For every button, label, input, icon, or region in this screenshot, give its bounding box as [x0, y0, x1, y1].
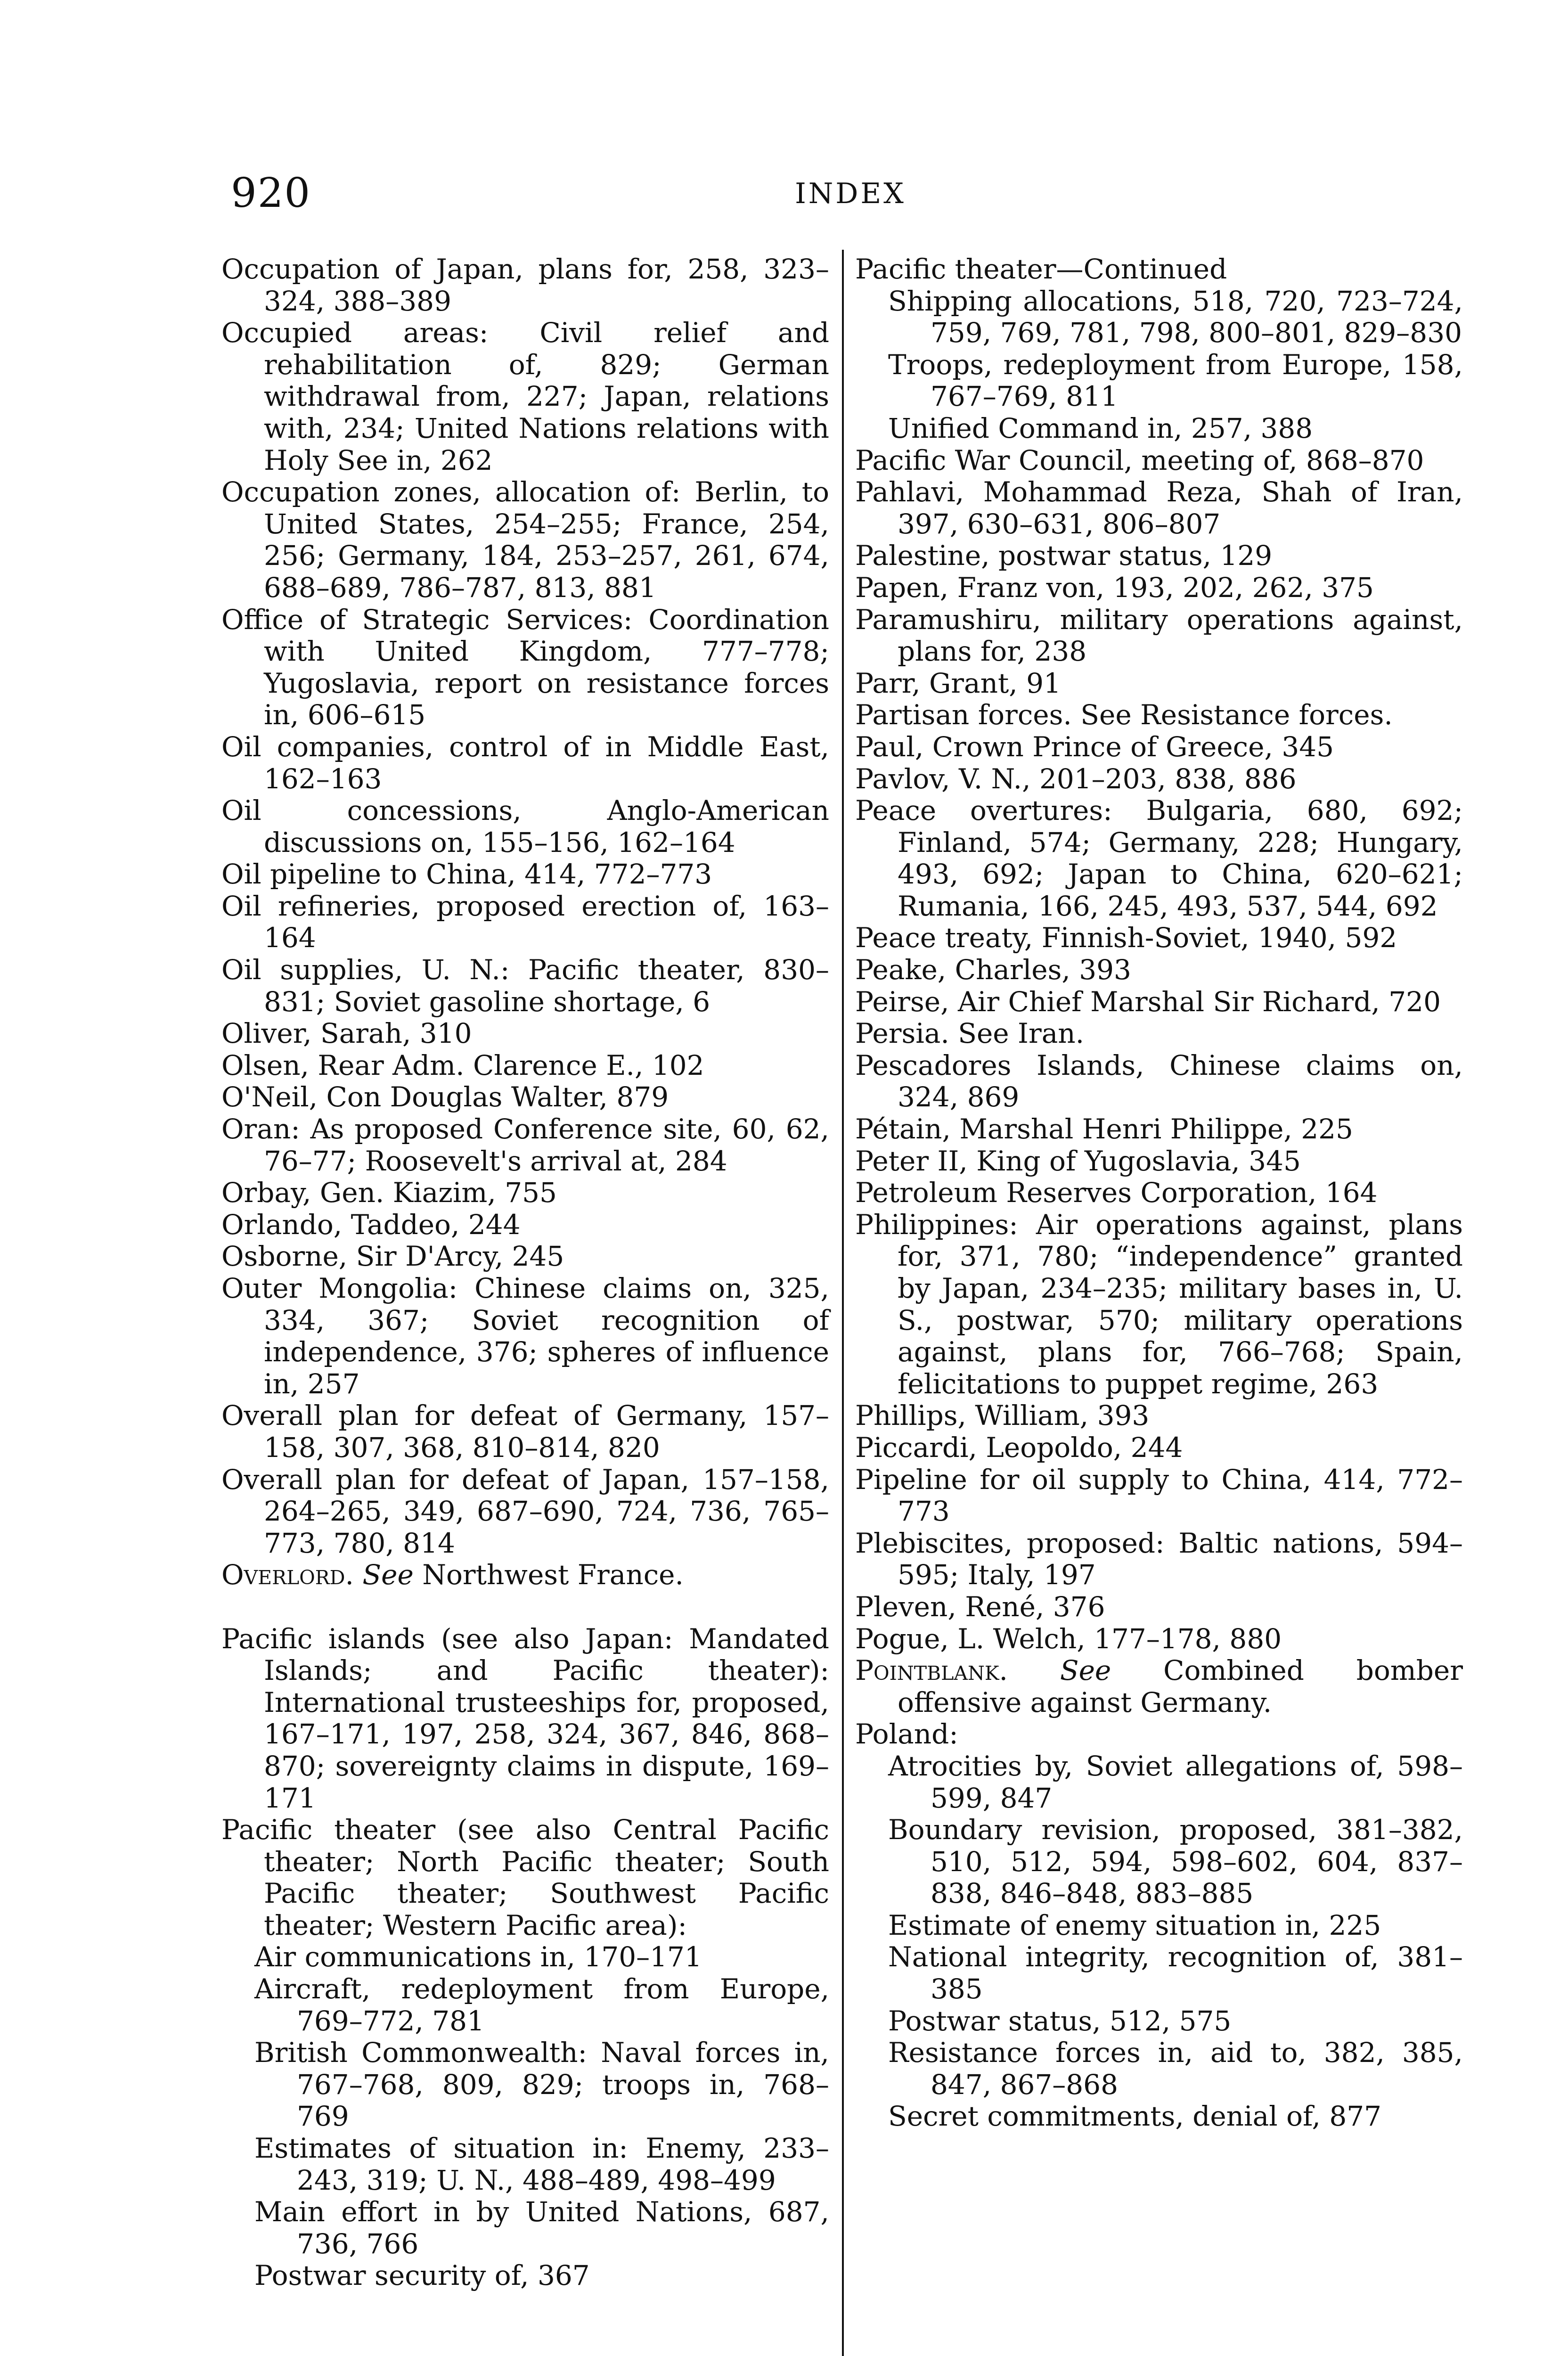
index-entry — [855, 954, 1463, 986]
entry-text: Secret commitments, denial of, 877 — [888, 2100, 1382, 2133]
index-entry — [221, 859, 829, 891]
entry-text: Persia. See Iran. — [855, 1017, 1085, 1050]
entry-text: Peirse, Air Chief Marshal Sir Richard, 720 — [855, 985, 1441, 1018]
see-reference: See — [362, 1559, 414, 1591]
entry-text: Main effort in by United Nations, 687, 736, 766 — [254, 2196, 829, 2260]
index-subentry — [855, 2037, 1463, 2101]
entry-text: Shipping allocations, 518, 720, 723–724, 759, 769, 781, 798, 800–801, 829–830 — [888, 285, 1463, 349]
index-entry — [855, 1400, 1463, 1432]
entry-text: Northwest France. — [422, 1559, 684, 1591]
entry-text: Pavlov, V. N., 201–203, 838, 886 — [855, 762, 1297, 795]
index-entry — [855, 795, 1463, 922]
entry-text: Orbay, Gen. Kiazim, 755 — [221, 1177, 557, 1209]
index-entry — [855, 540, 1463, 572]
index-subentry — [221, 2260, 829, 2292]
entry-text: Peace overtures: Bulgaria, 680, 692; Finland, 574; Germany, 228; Hungary, 493, 692; Japan to China, 620–621; Rumania, 166, 245, 493, 537, 544, 692 — [855, 794, 1463, 922]
index-entry — [855, 1050, 1463, 1113]
entry-text: Oliver, Sarah, 310 — [221, 1017, 472, 1050]
entry-text: Estimates of situation in: Enemy, 233–243, 319; U. N., 488–489, 498–499 — [254, 2132, 829, 2196]
index-entry — [855, 1209, 1463, 1400]
entry-text: Oil supplies, U. N.: Pacific theater, 830–831; Soviet gasoline shortage, 6 — [221, 954, 829, 1018]
entry-text: Partisan forces. See Resistance forces. — [855, 699, 1393, 731]
see-reference: See — [1060, 1654, 1111, 1687]
entry-text: Parr, Grant, 91 — [855, 667, 1061, 699]
index-entry — [221, 1400, 829, 1464]
index-entry — [221, 1018, 829, 1050]
page-header — [231, 170, 1470, 221]
entry-text: Pahlavi, Mohammad Reza, Shah of Iran, 397, 630–631, 806–807 — [855, 476, 1463, 540]
index-entry — [855, 1623, 1463, 1655]
entry-text: Pleven, René, 376 — [855, 1590, 1105, 1623]
entry-text: Air communications in, 170–171 — [254, 1941, 702, 1973]
index-subentry — [221, 1941, 829, 1973]
entry-text: Peake, Charles, 393 — [855, 954, 1131, 986]
index-subentry — [221, 1973, 829, 2037]
index-entry — [855, 1177, 1463, 1209]
entry-text: Atrocities by, Soviet allegations of, 598–599, 847 — [888, 1750, 1463, 1814]
entry-text: Pacific War Council, meeting of, 868–870 — [855, 444, 1424, 476]
index-entry — [221, 1081, 829, 1113]
index-entry — [855, 699, 1463, 731]
index-entry — [855, 1528, 1463, 1591]
entry-text: Osborne, Sir D'Arcy, 245 — [221, 1240, 564, 1273]
index-subentry — [221, 2037, 829, 2133]
index-entry — [221, 891, 829, 954]
index-entry — [855, 1464, 1463, 1528]
entry-heading: Pointblank. — [855, 1654, 1008, 1687]
entry-text: National integrity, recognition of, 381–385 — [888, 1941, 1463, 2005]
index-entry — [221, 1623, 829, 1815]
index-entry — [221, 476, 829, 604]
column-divider — [842, 250, 844, 2356]
index-subentry — [855, 1910, 1463, 1942]
index-subentry — [855, 349, 1463, 413]
index-entry — [855, 986, 1463, 1018]
entry-text: Pacific islands (see also Japan: Mandated Islands; and Pacific theater): International trusteeships for, proposed, 167–171, 197, 258, 324, 367, 846, 868–870; sovereignty claims in dispute, 169–171 — [221, 1622, 829, 1814]
index-subentry — [221, 2196, 829, 2260]
index-entry — [221, 1241, 829, 1273]
index-entry — [221, 1209, 829, 1241]
index-entry — [855, 1591, 1463, 1623]
entry-text: Paul, Crown Prince of Greece, 345 — [855, 730, 1334, 763]
index-entry — [855, 1145, 1463, 1178]
index-entry — [221, 1050, 829, 1082]
index-entry — [855, 572, 1463, 604]
entry-text: Oil pipeline to China, 414, 772–773 — [221, 858, 712, 891]
entry-heading: Overlord. — [221, 1559, 354, 1591]
page-number: 920 — [231, 170, 311, 217]
entry-text: Piccardi, Leopoldo, 244 — [855, 1431, 1183, 1464]
index-entry — [221, 954, 829, 1018]
running-head: INDEX — [795, 177, 906, 210]
left-column — [221, 254, 829, 2292]
entry-text: Resistance forces in, aid to, 382, 385, 847, 867–868 — [888, 2037, 1463, 2101]
index-entry — [855, 1718, 1463, 1751]
entry-text: Outer Mongolia: Chinese claims on, 325, 334, 367; Soviet recognition of independence, 376; spheres of influence in, 257 — [221, 1272, 829, 1400]
entry-text: Boundary revision, proposed, 381–382, 510, 512, 594, 598–602, 604, 837–838, 846–848, 883–885 — [888, 1814, 1463, 1910]
index-entry — [855, 254, 1463, 286]
index-entry — [855, 922, 1463, 954]
index-entry — [221, 1113, 829, 1177]
entry-text: Petroleum Reserves Corporation, 164 — [855, 1177, 1378, 1209]
entry-text: Combined bomber offensive against Germany. — [898, 1654, 1463, 1718]
entry-text: Pogue, L. Welch, 177–178, 880 — [855, 1622, 1282, 1655]
index-entry — [221, 604, 829, 731]
index-entry — [221, 1814, 829, 1941]
entry-text: Oil concessions, Anglo-American discussions on, 155–156, 162–164 — [221, 794, 829, 859]
index-entry — [221, 1464, 829, 1560]
entry-text: Papen, Franz von, 193, 202, 262, 375 — [855, 571, 1374, 604]
index-entry — [855, 731, 1463, 763]
entry-text: Troops, redeployment from Europe, 158, 767–769, 811 — [888, 348, 1463, 413]
entry-text: Peter II, King of Yugoslavia, 345 — [855, 1145, 1301, 1177]
entry-text: Pétain, Marshal Henri Philippe, 225 — [855, 1113, 1353, 1145]
index-subentry — [855, 1814, 1463, 1910]
entry-text: Aircraft, redeployment from Europe, 769–772, 781 — [254, 1973, 829, 2037]
index-entry — [221, 254, 829, 317]
entry-text: Pacific theater (see also Central Pacific theater; North Pacific theater; South Pacific theater; Southwest Pacific theater; Western Pacific area): — [221, 1814, 829, 1941]
entry-text: Pipeline for oil supply to China, 414, 772–773 — [855, 1463, 1463, 1528]
entry-text: Plebiscites, proposed: Baltic nations, 594–595; Italy, 197 — [855, 1527, 1463, 1591]
index-entry — [855, 1018, 1463, 1050]
entry-text: British Commonwealth: Naval forces in, 767–768, 809, 829; troops in, 768–769 — [254, 2037, 829, 2133]
index-entry — [855, 1113, 1463, 1145]
entry-text: Peace treaty, Finnish-Soviet, 1940, 592 — [855, 922, 1397, 954]
entry-text: Orlando, Taddeo, 244 — [221, 1208, 521, 1241]
entry-text: Paramushiru, military operations against, plans for, 238 — [855, 603, 1463, 668]
entry-text: Olsen, Rear Adm. Clarence E., 102 — [221, 1049, 704, 1081]
index-subentry — [855, 1941, 1463, 2005]
index-subentry — [855, 413, 1463, 445]
entry-text: Palestine, postwar status, 129 — [855, 540, 1273, 572]
entry-text: Oil companies, control of in Middle East, 162–163 — [221, 730, 829, 795]
entry-text: Unified Command in, 257, 388 — [888, 412, 1313, 444]
entry-text: O'Neil, Con Douglas Walter, 879 — [221, 1081, 669, 1113]
index-entry — [855, 1655, 1463, 1718]
entry-text: Postwar security of, 367 — [254, 2259, 590, 2292]
index-entry — [855, 604, 1463, 668]
index-entry — [855, 476, 1463, 540]
entry-text: Occupation zones, allocation of: Berlin, to United States, 254–255; France, 254, 256; Germany, 184, 253–257, 261, 674, 688–689, 786–787, 813, 881 — [221, 476, 829, 604]
index-entry — [855, 668, 1463, 700]
entry-text: Poland: — [855, 1718, 958, 1751]
index-entry — [221, 1177, 829, 1209]
index-subentry — [855, 286, 1463, 349]
index-subentry — [855, 1751, 1463, 1814]
index-entry — [855, 1432, 1463, 1464]
entry-text: Phillips, William, 393 — [855, 1399, 1150, 1432]
index-entry — [221, 731, 829, 795]
index-subentry — [855, 2005, 1463, 2037]
entry-text: Oran: As proposed Conference site, 60, 62, 76–77; Roosevelt's arrival at, 284 — [221, 1113, 829, 1177]
index-entry — [855, 763, 1463, 795]
index-entry — [221, 1273, 829, 1400]
entry-text: Office of Strategic Services: Coordination with United Kingdom, 777–778; Yugoslavia, report on resistance forces in, 606–615 — [221, 603, 829, 731]
index-subentry — [221, 2133, 829, 2196]
entry-text: Occupied areas: Civil relief and rehabilitation of, 829; German withdrawal from, 227; Japan, relations with, 234; United Nations relations with Holy See in, 262 — [221, 317, 829, 476]
index-entry — [855, 445, 1463, 477]
index-entry — [221, 317, 829, 476]
entry-text: Pescadores Islands, Chinese claims on, 324, 869 — [855, 1049, 1463, 1113]
right-column — [855, 254, 1463, 2133]
entry-text: Philippines: Air operations against, plans for, 371, 780; “independence” granted by Japan, 234–235; military bases in, U. S., postwar, 570; military operations against, plans for, 766–768; Spain, felicitations to puppet regime, 263 — [855, 1208, 1463, 1400]
index-subentry — [855, 2101, 1463, 2133]
entry-text: Overall plan for defeat of Germany, 157–158, 307, 368, 810–814, 820 — [221, 1399, 829, 1464]
entry-text: Occupation of Japan, plans for, 258, 323–324, 388–389 — [221, 253, 829, 317]
index-entry — [221, 795, 829, 859]
index-entry — [221, 1559, 829, 1591]
entry-text: Postwar status, 512, 575 — [888, 2004, 1232, 2037]
entry-text: Overall plan for defeat of Japan, 157–158, 264–265, 349, 687–690, 724, 736, 765–773, 780, 814 — [221, 1463, 829, 1559]
entry-text: Pacific theater—Continued — [855, 253, 1227, 285]
entry-text: Estimate of enemy situation in, 225 — [888, 1909, 1381, 1941]
entry-text: Oil refineries, proposed erection of, 163–164 — [221, 890, 829, 954]
